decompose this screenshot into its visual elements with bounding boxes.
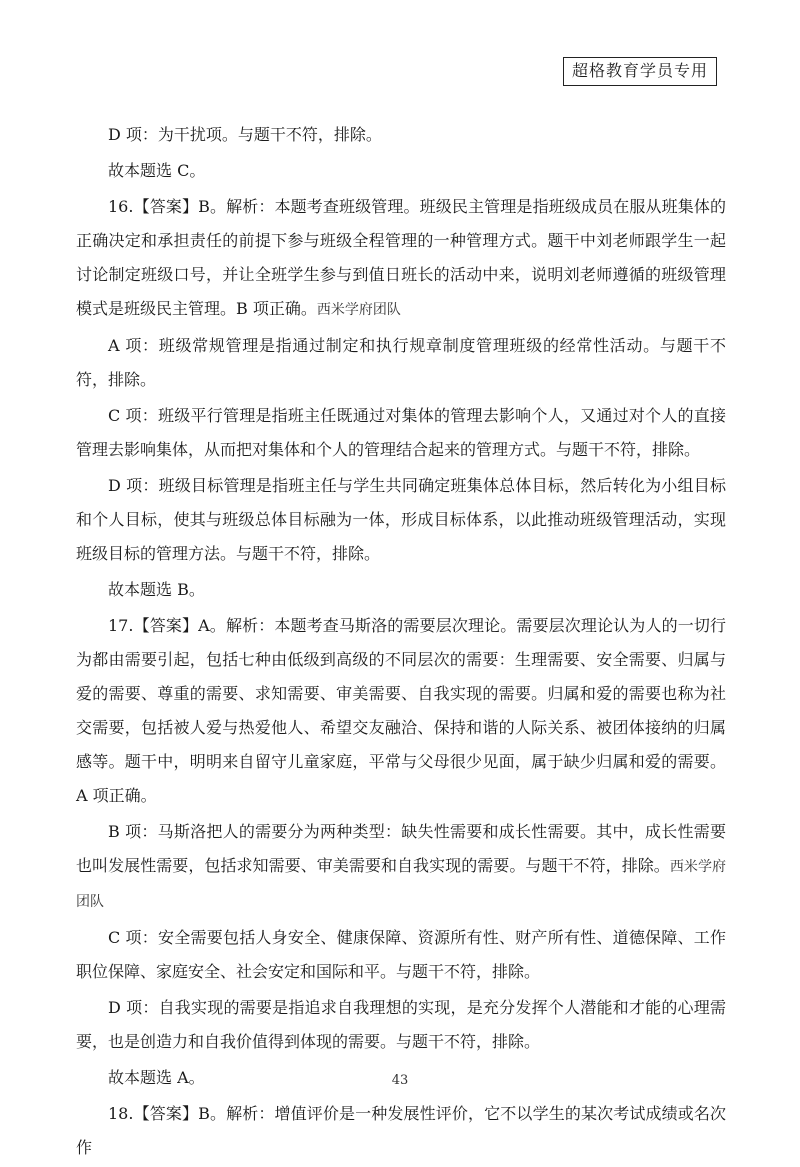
paragraph-q17: [76, 609, 726, 813]
paragraph-text: C 项：安全需要包括人身安全、健康保障、资源所有性、财产所有性、道德保障、工作职位保障、家庭安全、社会安定和国际和平。与题干不符，排除。: [76, 928, 726, 981]
paragraph-q18: [76, 1097, 726, 1165]
paragraph-text: B 项：马斯洛把人的需要分为两种类型：缺失性需要和成长性需要。其中，成长性需要也叫发展性需要，包括求知需要、审美需要和自我实现的需要。与题干不符，排除。: [76, 822, 726, 875]
paragraph-text: 18.【答案】B。解析：增值评价是一种发展性评价，它不以学生的某次考试成绩或名次作: [76, 1104, 726, 1157]
paragraph-text: D 项：班级目标管理是指班主任与学生共同确定班集体总体目标，然后转化为小组目标和个人目标，使其与班级总体目标融为一体，形成目标体系，以此推动班级管理活动，实现班级目标的管理方法。与题干不符，排除。: [76, 476, 726, 563]
page-number: 43: [391, 1073, 409, 1088]
paragraph-text: D 项：为干扰项。与题干不符，排除。: [108, 125, 382, 144]
paragraph-d-option-prev: [76, 118, 726, 152]
paragraph-q16-option-d: [76, 469, 726, 571]
paragraph-text: A 项：班级常规管理是指通过制定和执行规章制度管理班级的经常性活动。与题干不符，排除。: [76, 336, 726, 389]
paragraph-answer-b: [76, 573, 726, 607]
paragraph-q16-option-a: [76, 329, 726, 397]
paragraph-text: C 项：班级平行管理是指班主任既通过对集体的管理去影响个人，又通过对个人的直接管理去影响集体，从而把对集体和个人的管理结合起来的管理方式。与题干不符，排除。: [76, 406, 726, 459]
watermark-text: 西米学府团队: [76, 859, 726, 910]
document-body: [76, 118, 726, 1167]
paragraph-text: 故本题选 C。: [108, 161, 206, 180]
paragraph-answer-c: [76, 154, 726, 188]
paragraph-text: D 项：自我实现的需要是指追求自我理想的实现，是充分发挥个人潜能和才能的心理需要，也是创造力和自我价值得到体现的需要。与题干不符，排除。: [76, 998, 726, 1051]
header-badge: 超格教育学员专用: [563, 57, 717, 86]
paragraph-q16-option-c: [76, 399, 726, 467]
paragraph-text: 故本题选 B。: [108, 580, 205, 599]
paragraph-text: 16.【答案】B。解析：本题考查班级管理。班级民主管理是指班级成员在服从班集体的正确决定和承担责任的前提下参与班级全程管理的一种管理方式。题干中刘老师跟学生一起讨论制定班级口号，并让全班学生参与到值日班长的活动中来，说明刘老师遵循的班级管理模式是班级民主管理。B 项正确。: [76, 197, 726, 318]
watermark-text: 西米学府团队: [316, 302, 401, 318]
paragraph-q17-option-d: [76, 991, 726, 1059]
paragraph-text: 故本题选 A。: [108, 1068, 205, 1087]
paragraph-q17-option-b: [76, 815, 726, 919]
paragraph-text: 17.【答案】A。解析：本题考查马斯洛的需要层次理论。需要层次理论认为人的一切行为都由需要引起，包括七种由低级到高级的不同层次的需要：生理需要、安全需要、归属与爱的需要、尊重的需要、求知需要、审美需要、自我实现的需要。归属和爱的需要也称为社交需要，包括被人爱与热爱他人、希望交友融洽、保持和谐的人际关系、被团体接纳的归属感等。题干中，明明来自留守儿童家庭，平常与父母很少见面，属于缺少归属和爱的需要。A 项正确。: [76, 616, 726, 805]
paragraph-q16: [76, 190, 726, 327]
paragraph-q17-option-c: [76, 921, 726, 989]
